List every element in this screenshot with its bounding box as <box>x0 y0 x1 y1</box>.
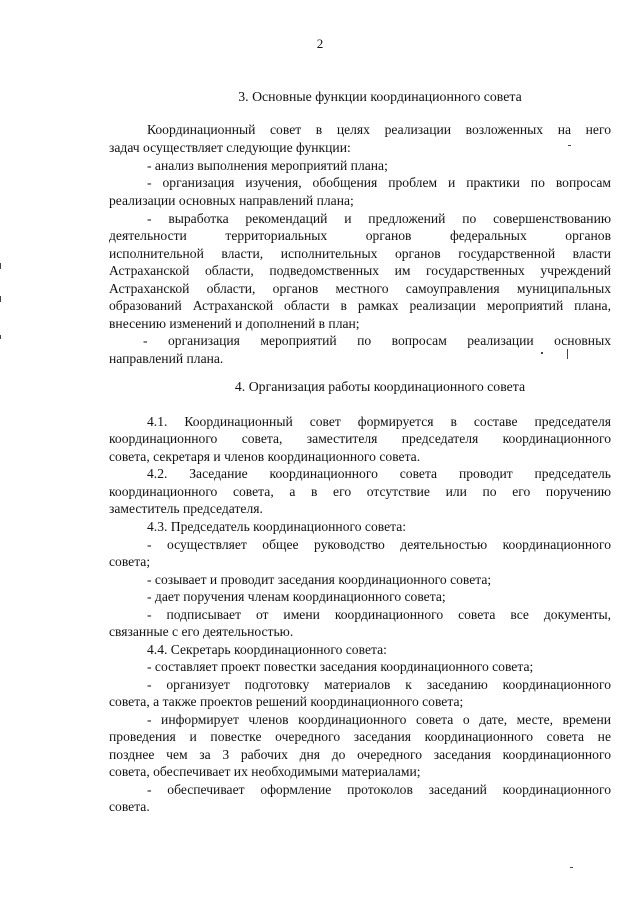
paragraph-line: координационного совета, заместителя председателя координационного <box>109 431 611 446</box>
scan-speck <box>570 867 573 868</box>
paragraph-line: позднее чем за 3 рабочих дня до очередного заседания координационного <box>109 747 611 762</box>
list-item: - осуществляет общее руководство деятельностью координационного <box>147 537 611 552</box>
scan-speck <box>567 349 568 359</box>
scan-speck <box>0 263 1 269</box>
paragraph-line: деятельности территориальных органов федеральных органов <box>109 228 611 243</box>
paragraph-line: 4.4. Секретарь координационного совета: <box>147 642 387 657</box>
paragraph-line: задач осуществляет следующие функции: <box>109 140 351 155</box>
list-item: - организация мероприятий по вопросам реализации основных <box>143 333 611 348</box>
paragraph-line: совета, секретаря и членов координационного совета. <box>109 449 421 464</box>
paragraph-line: проведения и повестке очередного заседания координационного совета не <box>109 729 611 744</box>
paragraph-line: 4.2. Заседание координационного совета проводит председатель <box>147 466 611 481</box>
paragraph-line: координационного совета, а в его отсутствие или по его поручению <box>109 484 611 499</box>
list-item: - созывает и проводит заседания координационного совета; <box>147 572 492 587</box>
list-item: - организация изучения, обобщения проблем и практики по вопросам <box>147 175 611 190</box>
paragraph-line: совета, а также проектов решений координационного совета; <box>109 694 464 709</box>
scan-speck <box>0 296 1 302</box>
scan-speck <box>541 352 543 354</box>
list-item: - обеспечивает оформление протоколов заседаний координационного <box>147 782 611 797</box>
paragraph-line: образований Астраханской области в рамках реализации мероприятий плана, <box>109 298 611 313</box>
paragraph-line: совета. <box>109 799 150 814</box>
paragraph-line: внесению изменений и дополнений в план; <box>109 316 360 331</box>
list-item: - составляет проект повестки заседания координационного совета; <box>147 659 534 674</box>
list-item: - дает поручения членам координационного совета; <box>147 589 446 604</box>
scan-speck <box>568 145 571 146</box>
list-item: - организует подготовку материалов к заседанию координационного <box>147 677 611 692</box>
paragraph-line: направлений плана. <box>109 351 224 366</box>
scan-speck <box>0 335 1 339</box>
list-item: - информирует членов координационного совета о дате, месте, времени <box>147 712 611 727</box>
paragraph-line: Астраханской области, подведомственных им государственных учреждений <box>109 263 611 278</box>
paragraph-line: 4.1. Координационный совет формируется в составе председателя <box>147 414 611 429</box>
paragraph-line: совета, обеспечивает их необходимыми материалами; <box>109 764 421 779</box>
paragraph-line: Астраханской области, органов местного самоуправления муниципальных <box>109 281 611 296</box>
section-4-title: 4. Организация работы координационного совета <box>234 379 526 394</box>
section-3-title: 3. Основные функции координационного совета <box>238 89 522 104</box>
paragraph-line: 4.3. Председатель координационного совета: <box>147 519 407 534</box>
page-number: 2 <box>316 36 324 51</box>
paragraph-line: Координационный совет в целях реализации возложенных на него <box>147 122 611 137</box>
list-item: - подписывает от имени координационного совета все документы, <box>147 607 611 622</box>
paragraph-line: реализации основных направлений плана; <box>109 193 354 208</box>
paragraph-line: совета; <box>109 554 151 569</box>
paragraph-line: связанные с его деятельностью. <box>109 624 294 639</box>
paragraph-line: заместитель председателя. <box>109 501 263 516</box>
list-item: - выработка рекомендаций и предложений по совершенствованию <box>147 211 611 226</box>
paragraph-line: исполнительной власти, исполнительных органов государственной власти <box>109 246 611 261</box>
list-item: - анализ выполнения мероприятий плана; <box>147 158 388 173</box>
